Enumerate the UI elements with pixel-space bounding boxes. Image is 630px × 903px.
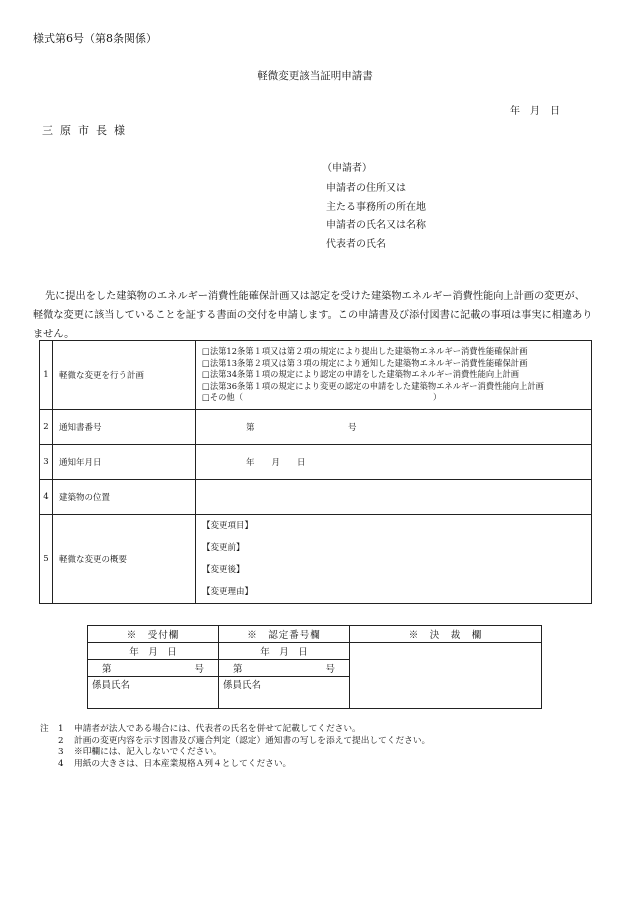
receipt-date: 年 月 日 (88, 643, 219, 660)
addressee: 三原市長様 (42, 124, 132, 137)
plan-option-other[interactable] (202, 392, 585, 404)
plan-option[interactable]: □法第13条第２項又は第３項の規定により通知した建築物エネルギー消費性能確保計画 (202, 357, 528, 368)
row-label: 建築物の位置 (53, 480, 196, 515)
page-title: 軽微変更該当証明申請書 (257, 70, 373, 82)
receipt-staff: 係員氏名 (88, 677, 219, 709)
note-number: 2 (58, 735, 64, 746)
table-row (40, 445, 592, 480)
receipt-header: ※ 受付欄 (88, 626, 219, 643)
number-suffix: 号 (348, 423, 357, 433)
row-label: 通知書番号 (53, 410, 196, 445)
notice-date-value: 年 月 日 (246, 458, 306, 468)
table-row (40, 515, 592, 604)
notice-number-field[interactable] (196, 410, 592, 445)
representative-name-label: 代表者の氏名 (326, 239, 386, 250)
row-number: 4 (40, 480, 53, 515)
note-text: 用紙の大きさは、日本産業規格Ａ列４としてください。 (74, 758, 292, 769)
change-after-field: 【変更後】 (202, 565, 245, 575)
decision-stamp-area (350, 643, 542, 709)
row-number: 5 (40, 515, 53, 604)
change-before-field: 【変更前】 (202, 543, 245, 553)
applicant-address-label: 申請者の住所又は (326, 183, 406, 194)
plan-option[interactable]: □法第34条第１項の規定により認定の申請をした建築物エネルギー消費性能向上計画 (202, 369, 520, 380)
plan-options-cell (196, 341, 592, 410)
cert-number-prefix: 第 (233, 664, 243, 675)
decision-header: ※ 決 裁 欄 (350, 626, 542, 643)
change-reason-field: 【変更理由】 (202, 587, 254, 597)
row-number: 3 (40, 445, 53, 480)
receipt-number-prefix: 第 (102, 664, 112, 675)
applicant-heading: （申請者） (322, 163, 372, 174)
intro-paragraph: 先に提出をした建築物のエネルギー消費性能確保計画又は認定を受けた建築物エネルギー消費性能向上計画の変更が、軽微な変更に該当していることを証する書面の交付を申請します。この申請書及び添付図書に記載の事項は事実に相違ありません。 (33, 291, 593, 340)
note-text: ※印欄には、記入しないでください。 (74, 747, 222, 757)
note-number: 1 (58, 724, 64, 734)
applicant-name-label: 申請者の氏名又は名称 (326, 220, 426, 231)
number-prefix: 第 (246, 423, 255, 433)
other-option-label: □その他（ (202, 392, 244, 403)
other-option-close: ） (433, 392, 442, 403)
cert-staff: 係員氏名 (219, 677, 350, 709)
row-label: 軽微な変更の概要 (53, 515, 196, 604)
row-number: 2 (40, 410, 53, 445)
plan-option[interactable]: □法第36条第１項の規定により変更の認定の申請をした建築物エネルギー消費性能向上計画 (202, 380, 544, 391)
table-row (40, 410, 592, 445)
row-number: 1 (40, 341, 53, 410)
notice-date-field[interactable] (196, 445, 592, 480)
receipt-number (88, 660, 219, 677)
cert-number-suffix: 号 (325, 664, 335, 675)
plan-option[interactable]: □法第12条第１項又は第２項の規定により提出した建築物エネルギー消費性能確保計画 (202, 346, 528, 357)
notes-lead: 注 (40, 724, 49, 734)
change-summary-cell[interactable] (196, 515, 592, 604)
table-row (40, 480, 592, 515)
form-number: 様式第6号（第8条関係） (33, 32, 157, 45)
note-text: 計画の変更内容を示す図書及び適合判定（認定）通知書の写しを添えて提出してください。 (74, 735, 431, 746)
applicant-office-label: 主たる事務所の所在地 (326, 202, 426, 213)
note-number: 3 (58, 747, 64, 757)
note-text: 申請者が法人である場合には、代表者の氏名を併せて記載してください。 (74, 724, 361, 734)
row-label: 軽微な変更を行う計画 (53, 341, 196, 410)
note-number: 4 (58, 758, 64, 769)
building-location-field[interactable] (196, 480, 592, 515)
cert-date: 年 月 日 (219, 643, 350, 660)
cert-number-header: ※ 認定番号欄 (219, 626, 350, 643)
application-table (39, 340, 592, 604)
application-date: 年 月 日 (510, 106, 560, 117)
change-item-field: 【変更項目】 (202, 521, 254, 531)
cert-number (219, 660, 350, 677)
table-row (40, 341, 592, 410)
notes (40, 724, 430, 770)
receipt-number-suffix: 号 (194, 664, 204, 675)
office-use-table (87, 625, 542, 709)
row-label: 通知年月日 (53, 445, 196, 480)
